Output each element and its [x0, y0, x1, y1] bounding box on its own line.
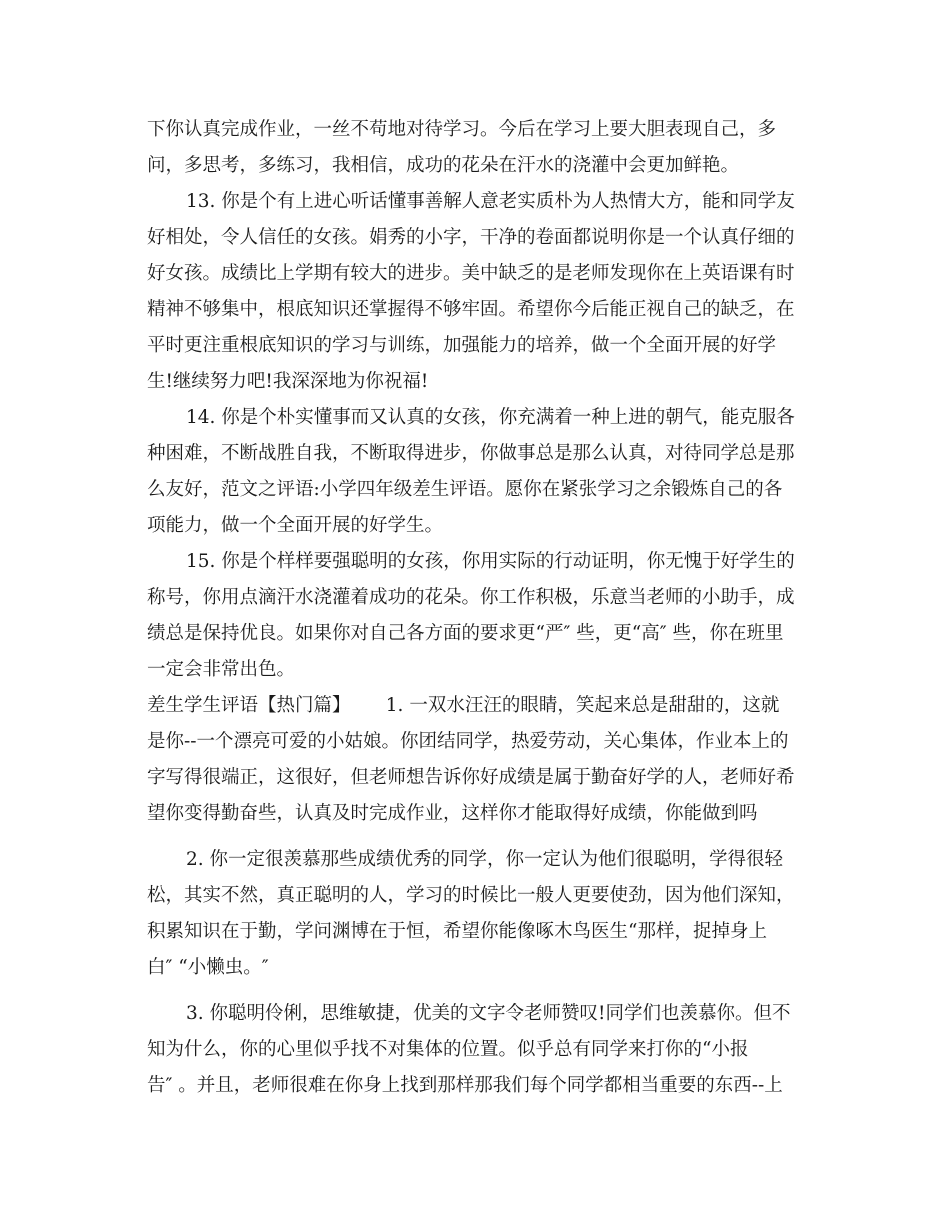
text-line: 字写得很端正，这很好，但老师想告诉你好成绩是属于勤奋好学的人，老师好希 — [147, 767, 795, 788]
text-line: 好相处，令人信任的女孩。娟秀的小字，干净的卷面都说明你是一个认真仔细的 — [147, 227, 795, 248]
text-line: 望你变得勤奋些，认真及时完成作业，这样你才能取得好成绩，你能做到吗 — [147, 803, 758, 824]
paragraph-14-start: 14. 你是个朴实懂事而又认真的女孩，你充满着一种上进的朝气，能克服各 — [186, 407, 795, 428]
section-heading-line: 差生学生评语【热门篇】 1. 一双水汪汪的眼睛，笑起来总是甜甜的，这就 — [147, 695, 780, 716]
text-line: 问，多思考，多练习，我相信，成功的花朵在汗水的浇灌中会更加鲜艳。 — [147, 155, 740, 176]
text-line: 积累知识在于勤，学问渊博在于恒，希望你能像啄木鸟医生“那样，捉掉身上 — [147, 921, 767, 942]
text-line: 项能力，做一个全面开展的好学生。 — [147, 515, 444, 536]
text-line: 平时更注重根底知识的学习与训练，加强能力的培养，做一个全面开展的好学 — [147, 335, 777, 356]
paragraph-13-start: 13. 你是个有上进心听话懂事善解人意老实质朴为人热情大方，能和同学友 — [186, 191, 795, 212]
text-line: 白″ “小懒虫。″ — [147, 957, 269, 978]
paragraph-3-start: 3. 你聪明伶俐，思维敏捷，优美的文字令老师赞叹!同学们也羡慕你。但不 — [186, 1003, 791, 1024]
text-line: 知为什么，你的心里似乎找不对集体的位置。似乎总有同学来打你的“小报 — [147, 1039, 749, 1060]
text-line: 称号，你用点滴汗水浇灌着成功的花朵。你工作积极，乐意当老师的小助手，成 — [147, 587, 795, 608]
text-line: 么友好，范文之评语:小学四年级差生评语。愿你在紧张学习之余锻炼自己的各 — [147, 479, 783, 500]
text-line: 绩总是保持优良。如果你对自己各方面的要求更“严″ 些，更“高″ 些，你在班里 — [147, 623, 784, 644]
text-line: 松，其实不然，真正聪明的人，学习的时候比一般人更要使劲，因为他们深知， — [147, 885, 795, 906]
paragraph-2-start: 2. 你一定很羡慕那些成绩优秀的同学，你一定认为他们很聪明，学得很轻 — [186, 849, 784, 870]
text-line: 是你--一个漂亮可爱的小姑娘。你团结同学，热爱劳动，关心集体，作业本上的 — [147, 731, 789, 752]
text-line: 告″ 。并且，老师很难在你身上找到那样那我们每个同学都相当重要的东西--上 — [147, 1075, 783, 1096]
paragraph-15-start: 15. 你是个样样要强聪明的女孩，你用实际的行动证明，你无愧于好学生的 — [186, 551, 795, 572]
text-line: 精神不够集中，根底知识还掌握得不够牢固。希望你今后能正视自己的缺乏，在 — [147, 299, 795, 320]
text-line: 种困难，不断战胜自我，不断取得进步，你做事总是那么认真，对待同学总是那 — [147, 443, 795, 464]
text-line: 一定会非常出色。 — [147, 659, 296, 680]
text-line: 生!继续努力吧!我深深地为你祝福! — [147, 371, 429, 392]
text-line: 好女孩。成绩比上学期有较大的进步。美中缺乏的是老师发现你在上英语课有时 — [147, 263, 795, 284]
text-line: 下你认真完成作业，一丝不苟地对待学习。今后在学习上要大胆表现自己，多 — [147, 119, 777, 140]
